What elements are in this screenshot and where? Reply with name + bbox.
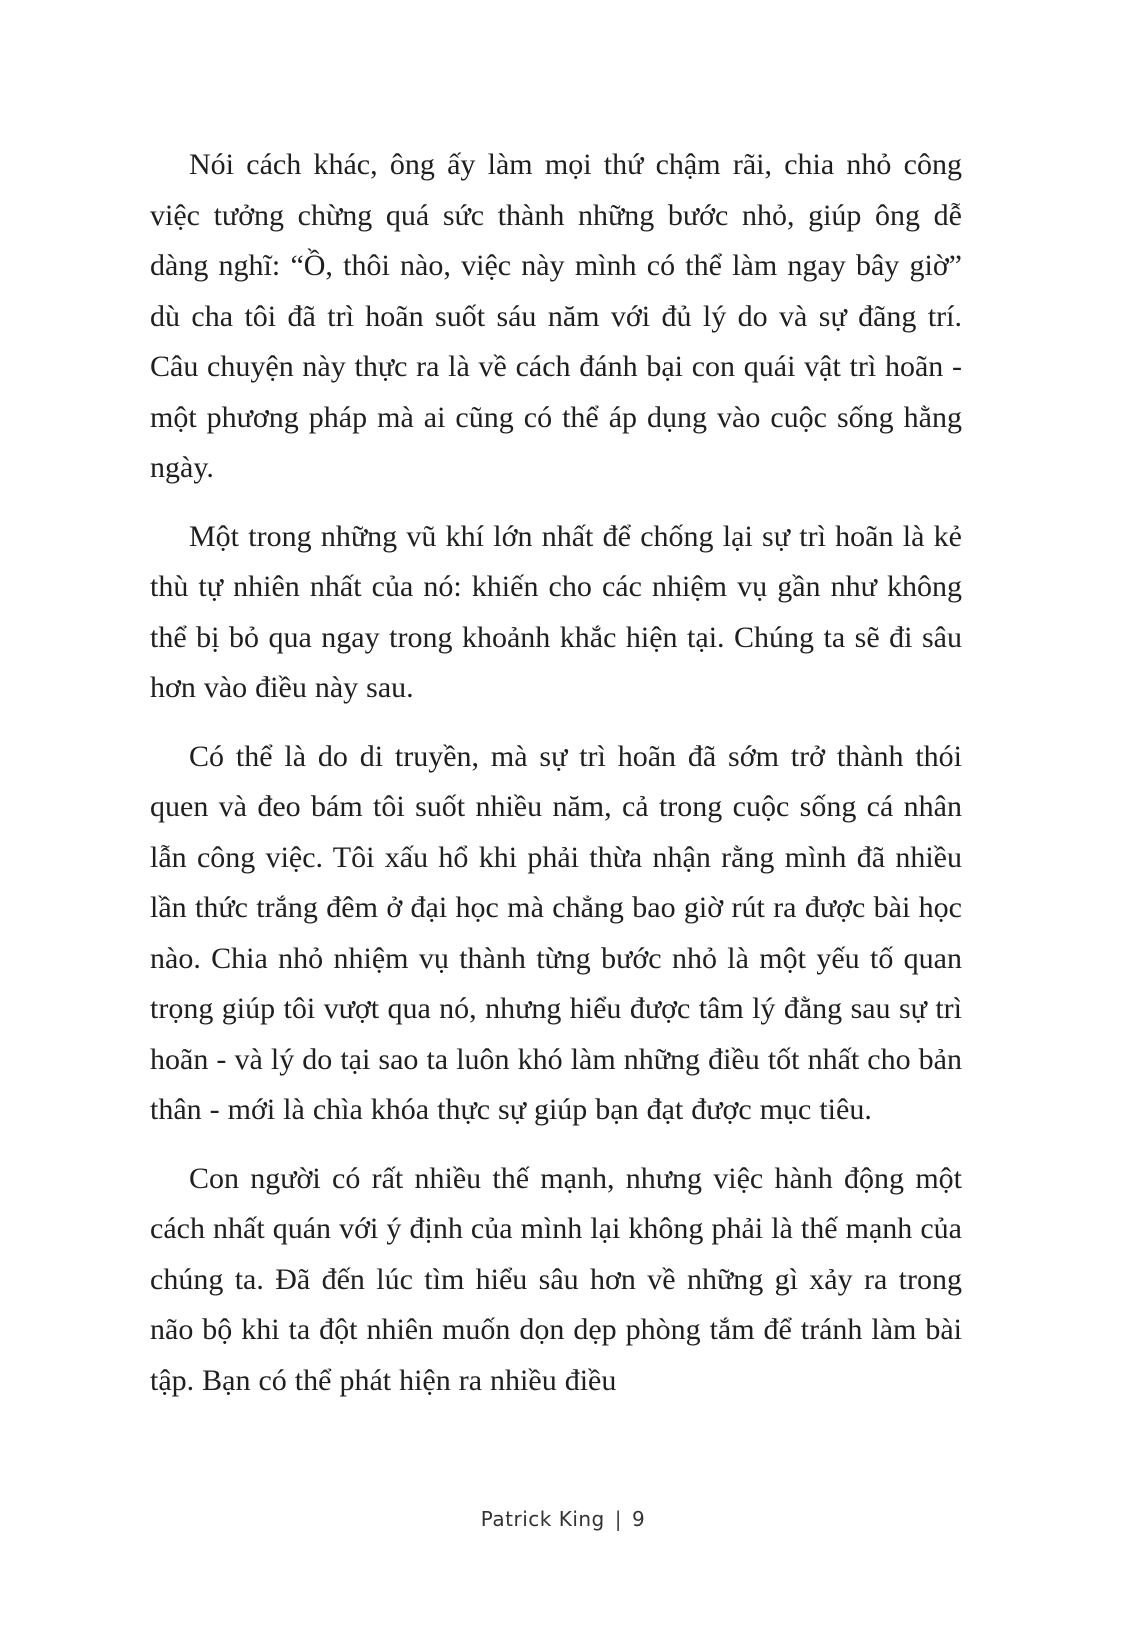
- footer-separator: |: [614, 1507, 623, 1531]
- paragraph-2: Một trong những vũ khí lớn nhất để chống lại sự trì hoãn là kẻ thù tự nhiên nhất của nó: khiến cho các nhiệm vụ gần như không thể bị bỏ qua ngay trong khoảnh khắc hiện tại. Chúng ta sẽ đi sâu hơn vào điều này sau.: [150, 519, 962, 704]
- paragraph-4: Con người có rất nhiều thế mạnh, nhưng việc hành động một cách nhất quán với ý định của mình lại không phải là thế mạnh của chúng ta. Đã đến lúc tìm hiểu sâu hơn về những gì xảy ra trong não bộ khi ta đột nhiên muốn dọn dẹp phòng tắm để tránh làm bài tập. Bạn có thể phát hiện ra nhiều điều: [150, 1161, 962, 1397]
- paragraph-3: Có thể là do di truyền, mà sự trì hoãn đã sớm trở thành thói quen và đeo bám tôi suốt nhiều năm, cả trong cuộc sống cá nhân lẫn công việc. Tôi xấu hổ khi phải thừa nhận rằng mình đã nhiều lần thức trắng đêm ở đại học mà chẳng bao giờ rút ra được bài học nào. Chia nhỏ nhiệm vụ thành từng bước nhỏ là một yếu tố quan trọng giúp tôi vượt qua nó, nhưng hiểu được tâm lý đằng sau sự trì hoãn - và lý do tại sao ta luôn khó làm những điều tốt nhất cho bản thân - mới là chìa khóa thực sự giúp bạn đạt được mục tiêu.: [150, 739, 962, 1126]
- body-text: [150, 140, 962, 1424]
- page-footer: [0, 1507, 1126, 1531]
- page-number: 9: [632, 1507, 646, 1531]
- footer-author: Patrick King: [480, 1507, 605, 1531]
- paragraph-1: Nói cách khác, ông ấy làm mọi thứ chậm rãi, chia nhỏ công việc tưởng chừng quá sức thành những bước nhỏ, giúp ông dễ dàng nghĩ: “Ồ, thôi nào, việc này mình có thể làm ngay bây giờ” dù cha tôi đã trì hoãn suốt sáu năm với đủ lý do và sự đãng trí. Câu chuyện này thực ra là về cách đánh bại con quái vật trì hoãn - một phương pháp mà ai cũng có thể áp dụng vào cuộc sống hằng ngày.: [150, 148, 962, 484]
